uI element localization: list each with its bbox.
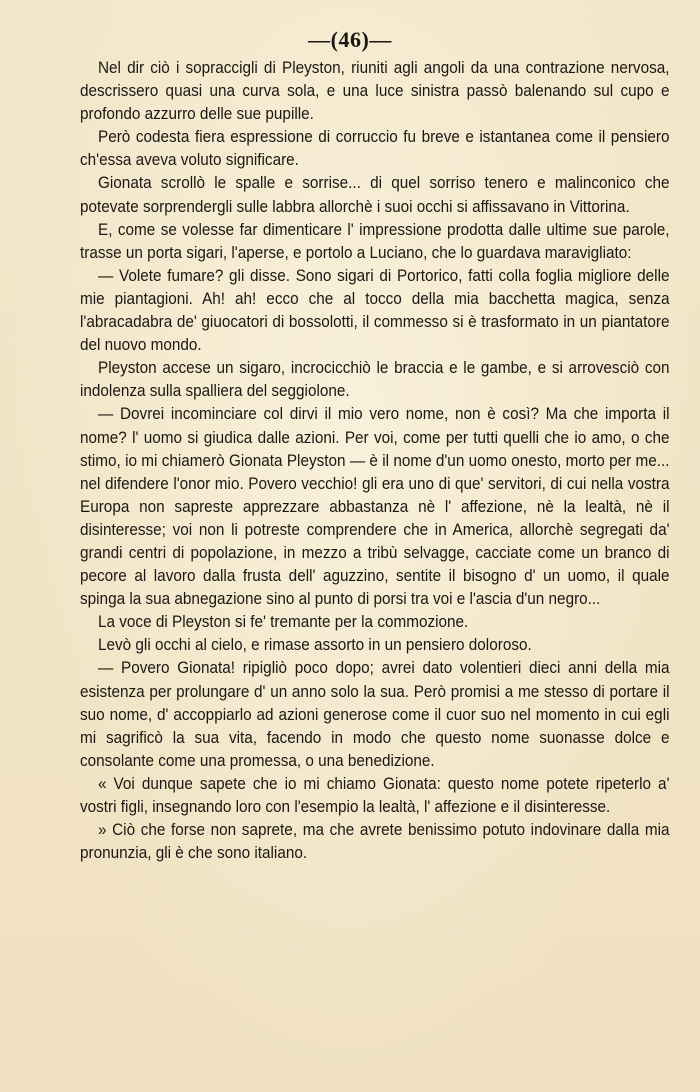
page-number: —(46)— bbox=[308, 27, 392, 52]
paragraph: La voce di Pleyston si fe' tremante per la commozione. bbox=[98, 612, 469, 632]
paragraph: — Povero Gionata! ripigliò poco dopo; avrei dato volentieri dieci anni della mia esistenza per prolungare d' un anno solo la sua. Però promisi a me stesso di portare il suo nome, d' accoppiarlo ad azioni generose come il cuor suo nel momento in cui egli mi sagrificò la sua vita, facendo in modo che questo nome suonasse dolce e consolante come una promessa, o una benedizione. bbox=[80, 658, 670, 770]
paragraph: Però codesta fiera espressione di corruccio fu breve e istantanea come il pensiero ch'essa aveva voluto significare. bbox=[80, 127, 670, 170]
paragraph: Levò gli occhi al cielo, e rimase assorto in un pensiero doloroso. bbox=[98, 635, 532, 655]
paragraph: — Dovrei incominciare col dirvi il mio vero nome, non è così? Ma che importa il nome? l' uomo si giudica dalle azioni. Per voi, come per tutti quelli che io amo, o che stimo, io mi chiamerò Gionata Pleyston — è il nome d'un uomo onesto, morto per me... nel difendere l'onor mio. Povero vecchio! gli era uno di que' servitori, di cui nella vostra Europa non sapreste apprezzare abbastanza nè l' affezione, nè la lealtà, nè il disinteresse; voi non li potreste comprendere che in America, allorchè segregati da' grandi centri di popolazione, in mezzo a tribù selvagge, cacciate come un branco di pecore al lavoro dalla frusta dell' aguzzino, sentite il bisogno d' un uomo, il quale spinga la sua abnegazione sino al punto di porsi tra voi e l'ascia d'un negro... bbox=[80, 404, 670, 609]
body-text bbox=[80, 56, 670, 864]
paragraph: Nel dir ciò i sopraccigli di Pleyston, riuniti agli angoli da una contrazione nervosa, descrissero quasi una curva sola, e una luce sinistra passò balenando sul cupo e profondo azzurro delle sue pupille. bbox=[80, 58, 670, 124]
paragraph: Gionata scrollò le spalle e sorrise... di quel sorriso tenero e malinconico che potevate sorprendergli sulle labbra allorchè i suoi occhi si affissavano in Vittorina. bbox=[80, 173, 670, 216]
paragraph: E, come se volesse far dimenticare l' impressione prodotta dalle ultime sue parole, trasse un porta sigari, l'aperse, e portolo a Luciano, che lo guardava maravigliato: bbox=[80, 219, 670, 262]
paragraph: « Voi dunque sapete che io mi chiamo Gionata: questo nome potete ripeterlo a' vostri figli, insegnando loro con l'esempio la lealtà, l' affezione e il disinteresse. bbox=[80, 773, 670, 816]
paragraph: — Volete fumare? gli disse. Sono sigari di Portorico, fatti colla foglia migliore delle mie piantagioni. Ah! ah! ecco che al tocco della mia bacchetta magica, senza l'abracadabra de' giuocatori di bossolotti, il commesso si è trasformato in un piantatore del nuovo mondo. bbox=[80, 265, 670, 355]
paragraph: » Ciò che forse non saprete, ma che avrete benissimo potuto indovinare dalla mia pronunzia, gli è che sono italiano. bbox=[80, 820, 670, 863]
paragraph: Pleyston accese un sigaro, incrocicchiò le braccia e le gambe, e si arrovesciò con indolenza sulla spalliera del seggiolone. bbox=[80, 358, 670, 401]
